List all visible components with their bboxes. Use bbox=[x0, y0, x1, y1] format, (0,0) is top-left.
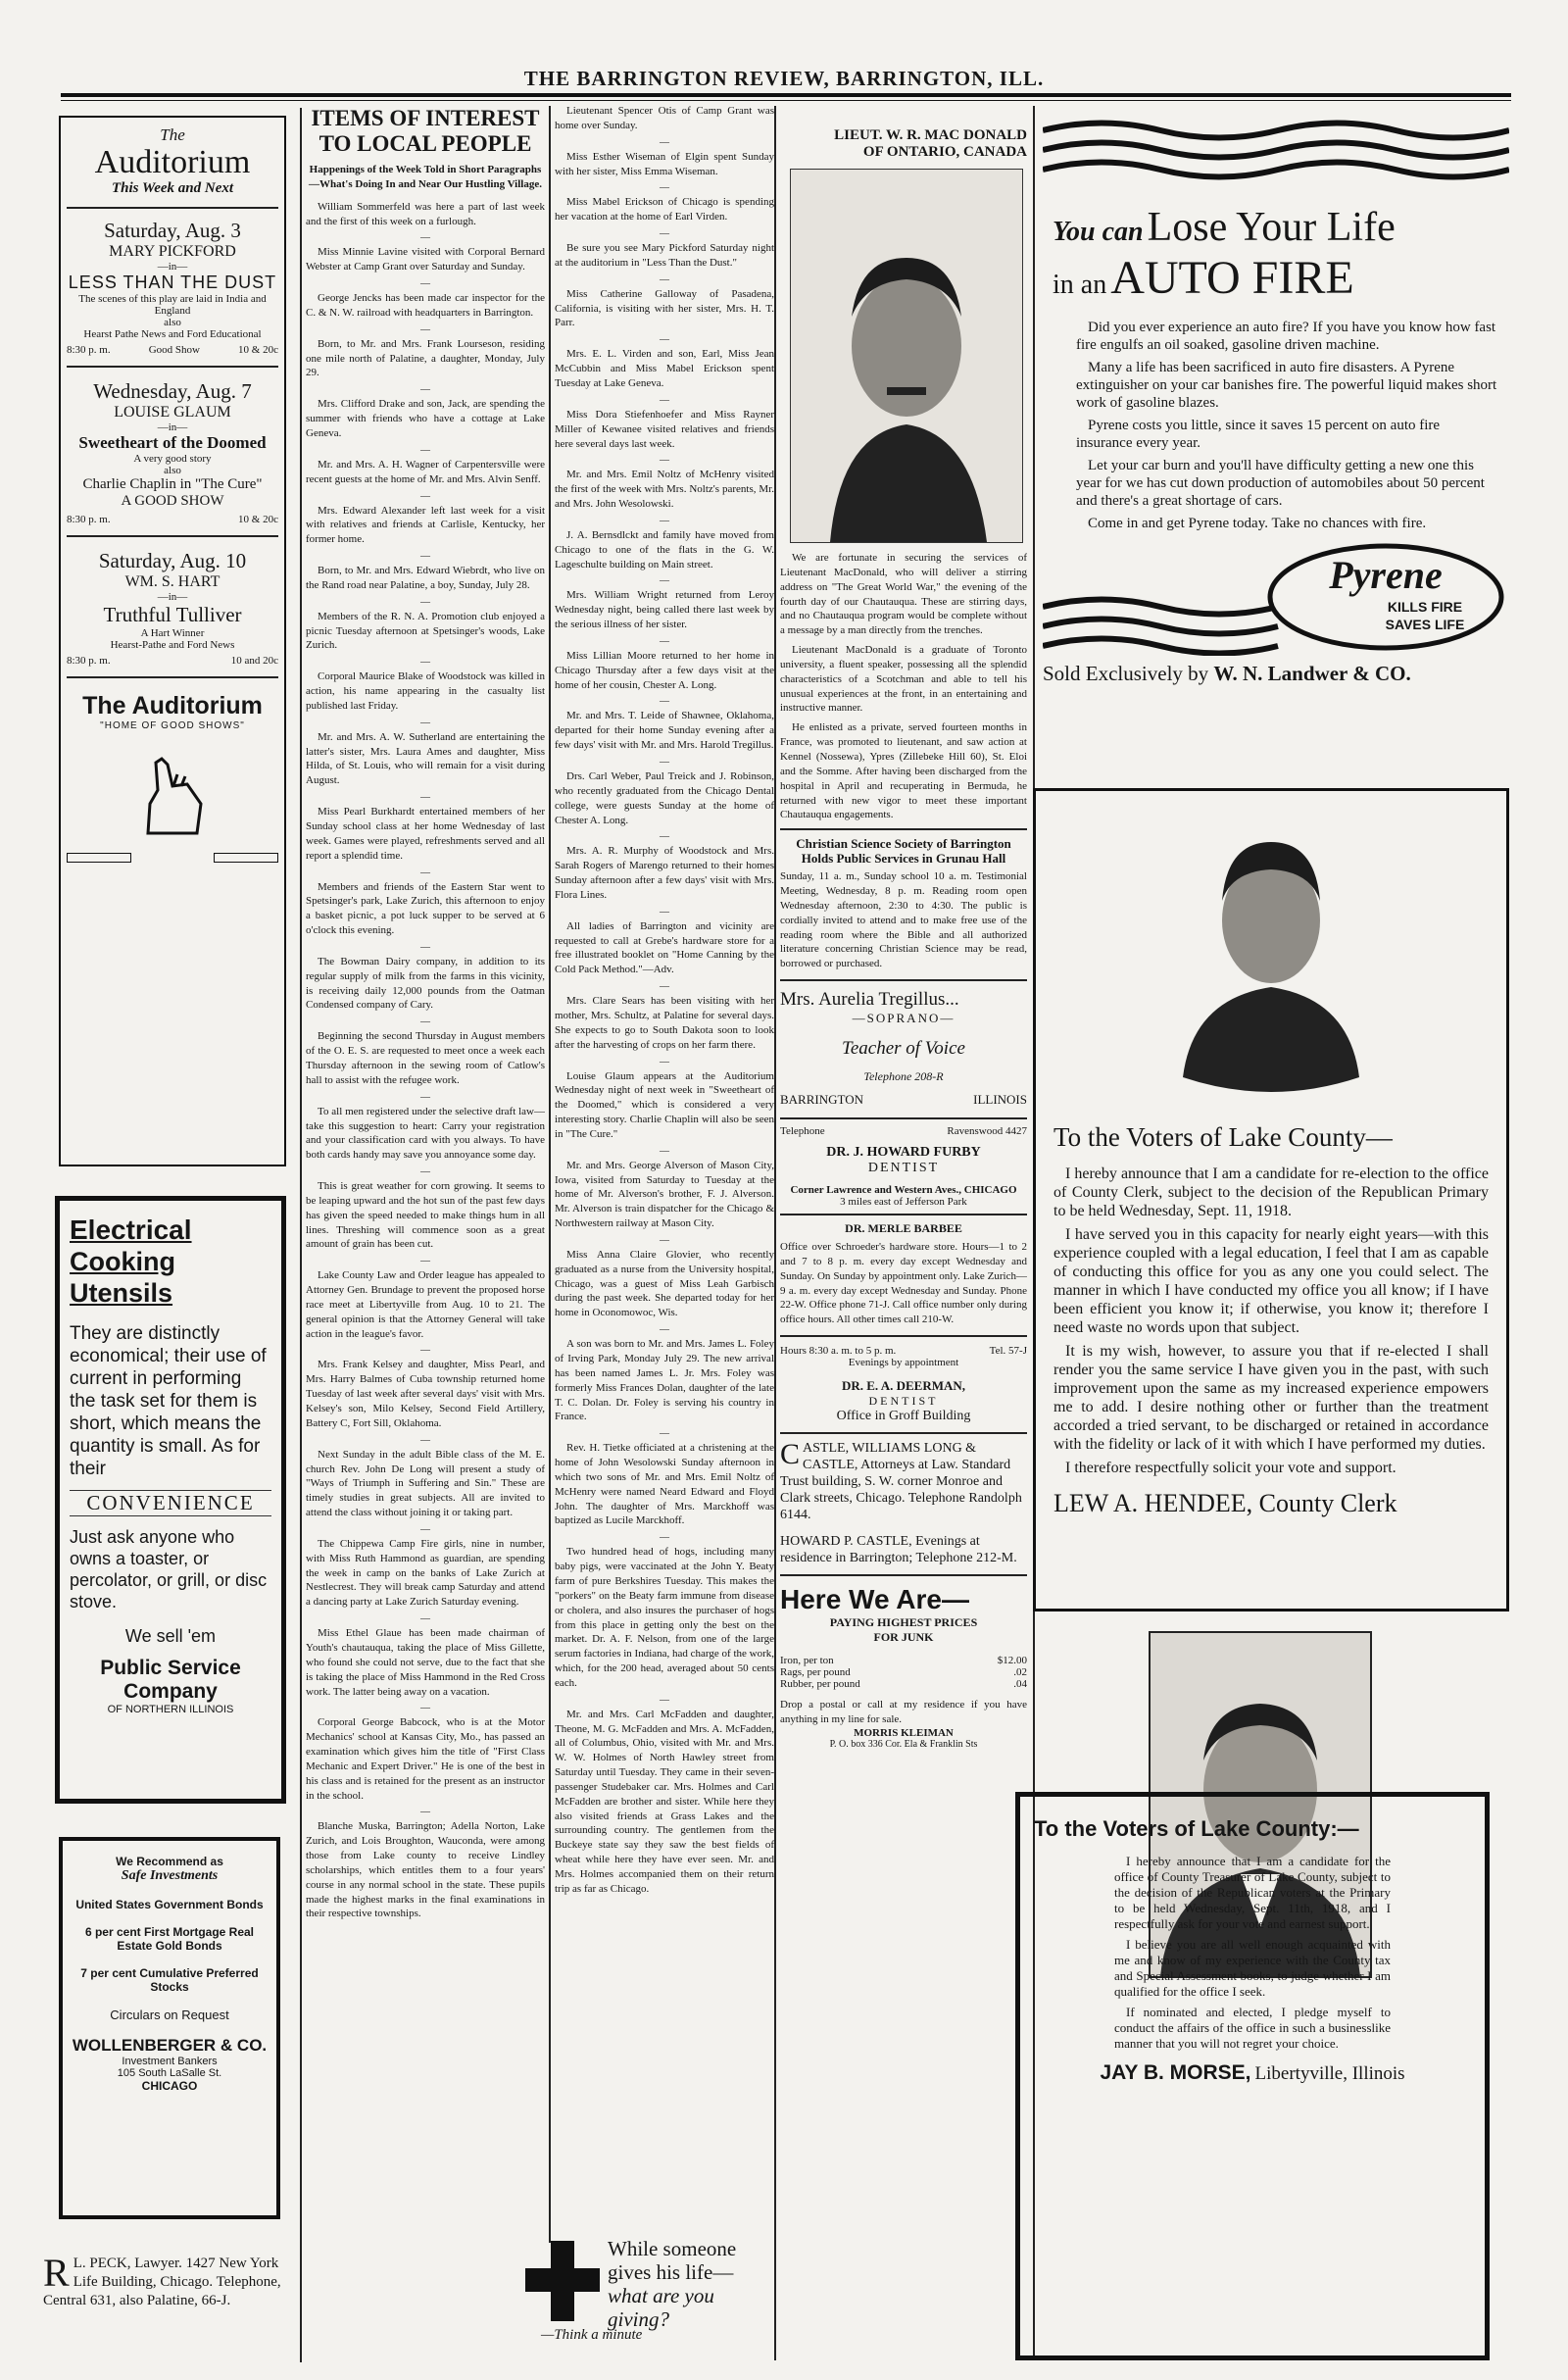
peck-dropcap: R bbox=[43, 2255, 70, 2295]
christian-science-heading: Christian Science Society of Barrington Holds Public Services in Grunau Hall bbox=[796, 836, 1011, 867]
news-item: Two hundred head of hogs, including many baby pigs, were vaccinated at the John Y. Beaty farm of pure Berkshires Tuesday. This makes the "porkers" on the Beaty farm immune from disease or cholera, and also insures the purchaser of hogs from this place in getting only the best on the market. Dr. A. F. Nelson, from one of the large serum factories in Indiana, had charge of the work, which, for the 200 head, averaged about 50 cents each. bbox=[555, 1546, 774, 1689]
item-separator: — bbox=[660, 635, 669, 647]
news-item: A son was born to Mr. and Mrs. James L. Foley of Irving Park, Monday July 29. The new arrival has been named James L. Jr. Mrs. Foley was formerly Miss Frances Dolan, daughter of the late T. C. Dolan. Dr. Foley is serving his country in France. bbox=[555, 1338, 774, 1423]
news-item: To all men registered under the selective draft law—take this suggestion to heart: Carry your registration and your classification card with you always. To have both cards handy may save you annoyance some day. bbox=[306, 1105, 545, 1162]
item-separator: — bbox=[660, 334, 669, 346]
wave-border-icon bbox=[1043, 116, 1509, 184]
news-item: Mr. and Mrs. Emil Noltz of McHenry visited the first of the week with Mrs. Noltz's parents, Mr. and Mrs. John Wesolowski. bbox=[555, 469, 774, 511]
item-separator: — bbox=[660, 136, 669, 148]
item-separator: — bbox=[420, 323, 430, 335]
electrical-body-2: Just ask anyone who owns a toaster, or percolator, or grill, or disc stove. bbox=[70, 1527, 268, 1611]
junk-name: MORRIS KLEIMAN bbox=[854, 1726, 954, 1739]
deerman-office: Office in Groff Building bbox=[836, 1409, 971, 1424]
news-item: Mr. and Mrs. A. H. Wagner of Carpentersville were recent guests at the home of Mr. and Mrs. Alvin Senff. bbox=[306, 458, 545, 485]
show-extra: Charlie Chaplin in "The Cure" bbox=[82, 476, 263, 492]
pyrene-lose-life: Lose Your Life bbox=[1147, 205, 1396, 250]
electrical-ad bbox=[55, 1196, 286, 1804]
auditorium-this-week: This Week and Next bbox=[111, 180, 234, 196]
show-saturday-aug-10 bbox=[67, 535, 278, 667]
electrical-body: They are distinctly economical; their use of current in performing the task set for them is short, which means the quantity is small. As for their bbox=[70, 1323, 267, 1479]
junk-price: .04 bbox=[1013, 1678, 1027, 1691]
item-separator: — bbox=[660, 1428, 669, 1440]
auditorium-footer bbox=[67, 676, 278, 863]
pyrene-paragraph: Many a life has been sacrificed in auto fire disasters. A Pyrene extinguisher on your car banishes fire. The powerful liquid makes short work of gasoline blazes. bbox=[1076, 360, 1497, 411]
news-item: Next Sunday in the adult Bible class of the M. E. church Rev. John De Long will present a study of "Ways of Triumph in Suffering and Sin." These are timely studies in great subjects. All are invited to attend the class without joining it or taking part. bbox=[306, 1448, 545, 1519]
junk-price-list bbox=[780, 1655, 1027, 1690]
news-item: Miss Anna Claire Glovier, who recently graduated as a nurse from the University hospital, Chicago, was a guest of Miss Leah Garbisch during the past week. She departed today for her home in Oconomowoc, Wis. bbox=[555, 1248, 774, 1319]
macdonald-paragraph: He enlisted as a private, served fourteen months in France, was promoted to lieutenant, and saw action at Kennel (Nossewa), Ypres (Zillebeke Hill 60), St. Eloi and the Somme. After having been discharged from the hospital in April and recuperating in Bermuda, he returned with new vigor to meet these important Chautauqua engagements. bbox=[780, 721, 1027, 821]
show-in: —in— bbox=[157, 591, 188, 603]
deerman-title: DENTIST bbox=[868, 1394, 939, 1409]
ornament-left bbox=[67, 853, 131, 863]
castle-howard: HOWARD P. CASTLE, Evenings at residence in Barrington; Telephone 212-M. bbox=[780, 1534, 1017, 1566]
company-name-2: Company bbox=[123, 1680, 218, 1703]
junk-note: Drop a postal or call at my residence if you have anything in my line for sale. bbox=[780, 1699, 1027, 1725]
items-heading-2: TO LOCAL PEOPLE bbox=[318, 131, 532, 156]
hendee-paragraph: I hereby announce that I am a candidate for re-election to the office of County Clerk, subject to the decision of the Republican Primary to be held Wednesday, Sept. 11, 1918. bbox=[1054, 1165, 1489, 1219]
items-column-2 bbox=[555, 104, 774, 2221]
tregillus-state: ILLINOIS bbox=[973, 1092, 1027, 1108]
item-separator: — bbox=[660, 1145, 669, 1157]
morse-paragraph: I hereby announce that I am a candidate for the office of County Treasurer of Lake County, subject to the decision of the Republican voters at the Primary to be held Wednesday, Sept. 11th, 1918, and I respectfully ask for your vote and earnest support. bbox=[1114, 1854, 1391, 1931]
show-star: MARY PICKFORD bbox=[109, 243, 236, 260]
morse-paragraph: I believe you are all well enough acquainted with me and know of my experience with the County tax and Special Assessment books, to judge whether I am qualified for the office I seek. bbox=[1114, 1937, 1391, 1999]
show-time: 8:30 p. m. bbox=[67, 514, 111, 525]
hendee-paragraph: I have served you in this capacity for nearly eight years—with this experience coupled with a legal education, I feel that I am as capable of conducting this office for you as any one you could select. The manner in which I have conducted my office you all know; if I have been efficient you know it; if otherwise, you know it; therefore I need waste no words upon that subject. bbox=[1054, 1226, 1489, 1336]
item-separator: — bbox=[420, 1807, 430, 1818]
show-price: 10 & 20c bbox=[238, 344, 278, 356]
think-text-2: what are you giving? bbox=[608, 2284, 714, 2331]
masthead: THE BARRINGTON REVIEW, BARRINGTON, ILL. bbox=[523, 67, 1045, 90]
items-col1-list bbox=[306, 200, 545, 1922]
news-item: Members of the R. N. A. Promotion club enjoyed a picnic Tuesday afternoon at Spetsinger's woods, Lake Zurich. bbox=[306, 610, 545, 652]
auditorium-the: The bbox=[160, 125, 185, 144]
furby-phone: Ravenswood 4427 bbox=[947, 1125, 1027, 1138]
news-item: This is great weather for corn growing. It seems to be leaping upward and the hot sun of the past few days has given the speed needed to make things hum in all lines. Threshing will commence soon as a great amount of grain has been cut. bbox=[306, 1180, 545, 1251]
show-desc: The scenes of this play are laid in India and England bbox=[78, 293, 267, 317]
castle-ad bbox=[780, 1440, 1027, 1523]
section-rule bbox=[780, 1432, 1027, 1434]
company-name-1: Public Service bbox=[100, 1657, 241, 1679]
company-name-3: OF NORTHERN ILLINOIS bbox=[107, 1704, 234, 1715]
items-heading: ITEMS OF INTEREST bbox=[311, 106, 540, 130]
pyrene-body bbox=[1043, 319, 1509, 532]
show-date: Saturday, Aug. 10 bbox=[98, 549, 247, 572]
items-col2-list bbox=[555, 104, 774, 1897]
item-separator: — bbox=[420, 717, 430, 728]
news-item: Miss Esther Wiseman of Elgin spent Sunday with her sister, Miss Emma Wiseman. bbox=[555, 150, 774, 177]
deerman-hours: Hours 8:30 a. m. to 5 p. m. bbox=[780, 1345, 897, 1358]
tregillus-name: Mrs. Aurelia Tregillus... bbox=[780, 989, 959, 1011]
deerman-tel: Tel. 57-J bbox=[989, 1345, 1027, 1358]
soldier-portrait-icon bbox=[791, 170, 1022, 542]
think-text-1: While someone gives his life— bbox=[608, 2237, 737, 2284]
news-item: Members and friends of the Eastern Star went to Spetsinger's park, Lake Zurich, this afternoon to enjoy a basket picnic, a pot luck supper to be served at 6 o'clock this evening. bbox=[306, 880, 545, 937]
show-wednesday-aug-7 bbox=[67, 366, 278, 525]
item-separator: — bbox=[420, 1166, 430, 1178]
junk-item: Rags, per pound bbox=[780, 1666, 851, 1679]
item-separator: — bbox=[420, 278, 430, 290]
tregillus-telephone: Telephone 208-R bbox=[863, 1069, 944, 1084]
item-separator: — bbox=[660, 696, 669, 708]
pyrene-logo-area bbox=[1043, 538, 1509, 656]
item-separator: — bbox=[660, 394, 669, 406]
news-item: Corporal George Babcock, who is at the Motor Mechanics' school at Kansas City, Mo., has passed an examination which gives him the title of "First Class Mechanic and Expert Driver." He is one of the best in his class and is retained for the present as an instructor in the school. bbox=[306, 1716, 545, 1802]
item-separator: — bbox=[420, 384, 430, 396]
news-item: Blanche Muska, Barrington; Adella Norton, Lake Zurich, and Lois Broughton, Wauconda, were among those from Lake county to receive Lindley scholarships, which entitles them to a four years' course in any normal school in the state. These pupils made the highest marks in the final examinations in their respective townships. bbox=[306, 1820, 545, 1920]
peck-text: L. PECK, Lawyer. 1427 New York Life Building, Chicago. Telephone, Central 631, also Palatine, 66-J. bbox=[43, 2256, 281, 2308]
news-item: J. A. Bernsdlckt and family have moved from Chicago to one of the flats in the G. W. Lageschulte building on Main street. bbox=[555, 528, 774, 570]
bust-portrait-icon bbox=[1173, 813, 1369, 1107]
castle-text: ASTLE, WILLIAMS LONG & CASTLE, Attorneys at Law. Standard Trust building, S. W. corner Monroe and Clark streets, Chicago. Telephone Randolph 6144. bbox=[780, 1441, 1022, 1523]
furby-distance: 3 miles east of Jefferson Park bbox=[840, 1196, 967, 1209]
pyrene-paragraph: Pyrene costs you little, since it saves 15 percent on auto fire insurance every year. bbox=[1076, 418, 1441, 451]
items-subhead: Happenings of the Week Told in Short Paragraphs—What's Doing In and Near Our Hustling Village. bbox=[309, 164, 542, 190]
news-item: Born, to Mr. and Mrs. Frank Lourseson, residing one mile north of Palatine, a daughter, Monday, July 29. bbox=[306, 337, 545, 379]
show-price: 10 and 20c bbox=[230, 655, 278, 667]
pyrene-paragraph: Did you ever experience an auto fire? If you have you know how fast fire engulfs an oil soaked, gasoline driven machine. bbox=[1076, 320, 1496, 353]
electrical-heading: Electrical bbox=[70, 1215, 192, 1245]
show-title: Sweetheart of the Doomed bbox=[78, 433, 267, 452]
hendee-paragraph: It is my wish, however, to assure you that if re-elected I shall render you the same service I have given you in the past, with such improvement upon the same as my increased experience empowers me to add. I desire nothing other or further than the treatment accorded a tried servant, to be discharged or retained in accordance with the fidelity or lack of it with which I have performed my duties. bbox=[1054, 1343, 1489, 1453]
wollenberger-recommend: We Recommend as bbox=[116, 1855, 223, 1868]
news-item: Mr. and Mrs. Carl McFadden and daughter, Theone, M. G. McFadden and Mrs. A. McFadden, all of Columbus, Ohio, visited with Mr. and Mrs. W. W. Holmes of North Hawley street from Saturday until Tuesday. They came in their seven-passenger Studebaker car. Mrs. Holmes and Carl McFadden are brother and sister. While here they also visited friends at Grass Lakes and the surrounding country. The gentlemen from the Buckeye state say they saw the best fields of wheat while here they have ever seen. Mr. and Mrs. Holmes accompanied them on their return trip as far as Chicago. bbox=[555, 1708, 774, 1895]
show-extra2: A GOOD SHOW bbox=[121, 493, 224, 509]
castle-dropcap: C bbox=[780, 1438, 801, 1471]
hendee-paragraph: I therefore respectfully solicit your vote and support. bbox=[1065, 1460, 1396, 1476]
item-separator: — bbox=[660, 182, 669, 194]
news-item: Mrs. A. R. Murphy of Woodstock and Mrs. Sarah Rogers of Marengo returned to their homes Sunday afternoon after a few days' visit with Mrs. Flora Lines. bbox=[555, 845, 774, 901]
show-good: Good Show bbox=[148, 344, 200, 356]
item-separator: — bbox=[420, 1256, 430, 1267]
news-item: Lake County Law and Order league has appealed to Attorney Gen. Brundage to prevent the proposed horse race meet at Libertyville from Aug. 10 to 21. The general opinion is that the Attorney General will take action in the league's favor. bbox=[306, 1269, 545, 1340]
hendee-signature-title: County Clerk bbox=[1258, 1489, 1397, 1517]
news-item: The Chippewa Camp Fire girls, nine in number, with Miss Ruth Hammond as guardian, are spending the week in camp on the banks of Lake Zurich at Nestlecrest. They will break camp Saturday and attend a dancing party at Lake Zurich Saturday evening. bbox=[306, 1537, 545, 1609]
item-separator: — bbox=[660, 1056, 669, 1067]
news-item: Miss Pearl Burkhardt entertained members of her Sunday school class at her home Wednesday of last week. Games were played, refreshments served and all report a splendid time. bbox=[306, 806, 545, 862]
item-separator: — bbox=[660, 831, 669, 843]
deerman-name: DR. E. A. DEERMAN, bbox=[841, 1378, 966, 1394]
junk-item: Iron, per ton bbox=[780, 1655, 834, 1667]
furby-address: Corner Lawrence and Western Aves., CHICAGO bbox=[790, 1184, 1017, 1197]
item-separator: — bbox=[420, 1523, 430, 1535]
news-item: George Jencks has been made car inspector for the C. & N. W. railroad with headquarters in Barrington. bbox=[306, 292, 545, 319]
news-item: Miss Mabel Erickson of Chicago is spending her vacation at the home of Earl Virden. bbox=[555, 196, 774, 223]
news-item: All ladies of Barrington and vicinity are requested to call at Grebe's hardware store for a free illustrated booklet on "Home Canning by the Cold Pack Method."—Adv. bbox=[555, 919, 774, 976]
news-item: Miss Minnie Lavine visited with Corporal Bernard Webster at Camp Grant over Saturday and Sunday. bbox=[306, 246, 545, 273]
item-separator: — bbox=[660, 575, 669, 587]
item-separator: — bbox=[420, 444, 430, 456]
section-rule bbox=[780, 979, 1027, 981]
junk-item: Rubber, per pound bbox=[780, 1678, 860, 1691]
pyrene-kills: KILLS FIRE bbox=[1387, 599, 1463, 615]
pyrene-paragraph: Come in and get Pyrene today. Take no chances with fire. bbox=[1088, 516, 1427, 531]
show-price: 10 & 20c bbox=[238, 514, 278, 525]
news-item: Mr. and Mrs. George Alverson of Mason City, Iowa, visited from Saturday to Tuesday at the home of Mr. Alverson's brother, F. J. Alverson. Mr. Alverson is train dispatcher for the Chicago & Northwestern railway at Mason City. bbox=[555, 1159, 774, 1230]
column-rule bbox=[549, 106, 551, 2243]
think-a-minute-ad bbox=[519, 2237, 764, 2345]
pyrene-you-can: You can bbox=[1053, 217, 1144, 247]
news-item: Rev. H. Tietke officiated at a christening at the home of John Wesolowski Sunday afternoon in which two sons of Mr. and Mrs. Emil Noltz of McHenry were named Neard Edward and Floyd John. The daughter of Mrs. Marckhoff was baptized as Lucile Marckhoff. bbox=[555, 1442, 774, 1527]
show-in: —in— bbox=[157, 261, 188, 273]
hendee-heading: To the Voters of Lake County— bbox=[1054, 1122, 1393, 1152]
news-item: The Bowman Dairy company, in addition to its regular supply of milk from the farms in this vicinity, is receiving daily 12,000 pounds from the Oatman Condensed company of Cary. bbox=[306, 955, 545, 1012]
junk-price-row bbox=[780, 1678, 1027, 1690]
junk-price: .02 bbox=[1013, 1666, 1027, 1679]
furby-name: DR. J. HOWARD FURBY bbox=[826, 1145, 981, 1161]
show-time: 8:30 p. m. bbox=[67, 344, 111, 356]
section-rule bbox=[780, 1214, 1027, 1215]
item-separator: — bbox=[660, 906, 669, 917]
wollenberger-circulars: Circulars on Request bbox=[110, 2008, 229, 2022]
investment-item: 6 per cent First Mortgage Real Estate Gold Bonds bbox=[84, 1925, 255, 1953]
item-separator: — bbox=[420, 1016, 430, 1028]
item-separator: — bbox=[420, 1091, 430, 1103]
ornament-right bbox=[214, 853, 278, 863]
wollenberger-ad bbox=[59, 1837, 280, 2219]
junk-heading: Here We Are— bbox=[780, 1584, 969, 1615]
section-rule bbox=[780, 1574, 1027, 1576]
macdonald-title: LIEUT. W. R. MAC DONALD bbox=[834, 127, 1027, 143]
furby-title: DENTIST bbox=[867, 1161, 940, 1176]
item-separator: — bbox=[660, 981, 669, 993]
show-time: 8:30 p. m. bbox=[67, 655, 111, 667]
show-star: LOUISE GLAUM bbox=[114, 404, 231, 421]
junk-paying: PAYING HIGHEST PRICES bbox=[829, 1615, 978, 1630]
macdonald-paragraph: We are fortunate in securing the services of Lieutenant MacDonald, who will deliver a stirring address on "The Great World War," the evening of the fourth day of our Chautauqua. These are stirring days, and no Chautauqua program would be complete without a message by a man directly from the trenches. bbox=[780, 552, 1027, 637]
junk-price: $12.00 bbox=[997, 1655, 1027, 1667]
show-title: LESS THAN THE DUST bbox=[68, 273, 277, 292]
investment-item: 7 per cent Cumulative Preferred Stocks bbox=[80, 1966, 259, 1994]
pointing-hand-icon bbox=[128, 745, 217, 843]
pyrene-dealer: W. N. Landwer & CO. bbox=[1213, 662, 1411, 685]
item-separator: — bbox=[420, 232, 430, 244]
news-item: William Sommerfeld was here a part of last week and the first of this week on a furlough. bbox=[306, 200, 545, 227]
show-extra: Hearst Pathe News and Ford Educational bbox=[83, 328, 262, 340]
item-separator: — bbox=[420, 792, 430, 804]
red-cross-icon bbox=[523, 2237, 602, 2325]
morse-body bbox=[1034, 1854, 1471, 2052]
item-separator: — bbox=[660, 757, 669, 768]
item-separator: — bbox=[420, 941, 430, 953]
show-date: Wednesday, Aug. 7 bbox=[93, 379, 252, 403]
junk-for: FOR JUNK bbox=[873, 1630, 934, 1645]
item-separator: — bbox=[420, 1434, 430, 1446]
news-item: Mrs. Frank Kelsey and daughter, Miss Pearl, and Mrs. Harry Balmes of Cuba township returned home Tuesday of last week after several days' visit with Mrs. Kelsey's son, Milo Kelsey, Second Field Artillery, Battery C, Fort Sill, Oklahoma. bbox=[306, 1359, 545, 1429]
hendee-signature: LEW A. HENDEE, bbox=[1054, 1489, 1253, 1517]
news-item: Miss Ethel Glaue has been made chairman of Youth's chautauqua, taking the place of Miss Gillette, who found she could not serve, due to the fact that she is taking the place of Miss Hammond in the Red Cross work. The latter being away on a vacation. bbox=[306, 1627, 545, 1698]
christian-science-body: Sunday, 11 a. m., Sunday school 10 a. m. Testimonial Meeting, Wednesday, 8 p. m. Reading room open Wednesday afternoon, 2:30 to 4:30. The public is cordially invited to attend and to make free use of the reading room where the Bible and all authorized literature concerning Christian Science may be read, borrowed or purchased. bbox=[780, 870, 1027, 970]
item-separator: — bbox=[660, 455, 669, 467]
hendee-ad bbox=[1033, 788, 1509, 1611]
masthead-rule bbox=[61, 93, 1511, 97]
item-separator: — bbox=[420, 657, 430, 669]
item-separator: — bbox=[660, 228, 669, 240]
news-item: Miss Lillian Moore returned to her home in Chicago Thursday after a few days visit at the home of her cousin, Chester A. Long. bbox=[555, 649, 774, 691]
news-item: Miss Catherine Galloway of Pasadena, California, is visiting with her sister, Mrs. H. T. Parr. bbox=[555, 287, 774, 329]
wollenberger-address: 105 South LaSalle St. bbox=[117, 2067, 222, 2079]
macdonald-title-2: OF ONTARIO, CANADA bbox=[862, 144, 1027, 160]
junk-price-row bbox=[780, 1655, 1027, 1666]
auditorium-title: Auditorium bbox=[94, 144, 251, 180]
news-item: Born, to Mr. and Mrs. Edward Wiebrdt, who live on the Rand road near Palatine, a boy, Sunday, July 28. bbox=[306, 565, 545, 591]
item-separator: — bbox=[660, 273, 669, 285]
hendee-portrait bbox=[1173, 813, 1369, 1107]
item-separator: — bbox=[660, 1532, 669, 1544]
pyrene-paragraph: Let your car burn and you'll have difficulty getting a new one this year for we has cut down production of automobiles about 50 percent and there's a great shortage of cars. bbox=[1076, 458, 1485, 509]
pyrene-sold: Sold Exclusively by bbox=[1043, 662, 1209, 685]
show-desc: A Hart Winner bbox=[140, 627, 205, 639]
news-item: Mrs. Clare Sears has been visiting with her mother, Mrs. Schultz, at Palatine for several days. She expects to go to South Dakota soon to look after the harvesting of crops on her farm there. bbox=[555, 995, 774, 1051]
wollenberger-safe: Safe Investments bbox=[121, 1868, 219, 1883]
news-item: Mrs. Edward Alexander left last week for a visit with relatives and friends at Carlisle, Kentucky, her former home. bbox=[306, 504, 545, 546]
news-item: Corporal Maurice Blake of Woodstock was killed in action, his name appearing in the casualty list published last Friday. bbox=[306, 670, 545, 712]
pyrene-ad bbox=[1043, 116, 1509, 763]
electrical-heading-2: Cooking Utensils bbox=[70, 1247, 175, 1308]
hendee-body bbox=[1054, 1165, 1489, 1477]
news-item: Mrs. Clifford Drake and son, Jack, are spending the summer with friends who have a cottage at Lake Geneva. bbox=[306, 398, 545, 439]
junk-price-row bbox=[780, 1666, 1027, 1678]
news-item: Beginning the second Thursday in August members of the O. E. S. are requested to meet once a week each Thursday afternoon in the sewing room of Catlow's hall to assist with the refugee work. bbox=[306, 1030, 545, 1086]
pyrene-saves: SAVES LIFE bbox=[1385, 617, 1465, 632]
news-item: Louise Glaum appears at the Auditorium Wednesday night of next week in "Sweetheart of the Doomed," which is considered a very interesting story. Charlie Chaplin will also be seen in "The Cure." bbox=[555, 1069, 774, 1140]
item-separator: — bbox=[660, 1234, 669, 1246]
news-item: Mrs. E. L. Virden and son, Earl, Miss Jean McCubbin and Miss Mabel Erickson spent Tuesday at Lake Geneva. bbox=[555, 348, 774, 389]
pyrene-logo: Pyrene bbox=[1329, 553, 1443, 597]
macdonald-body bbox=[780, 551, 1027, 822]
tregillus-soprano: —SOPRANO— bbox=[852, 1011, 956, 1026]
section-rule bbox=[780, 1117, 1027, 1119]
macdonald-paragraph: Lieutenant MacDonald is a graduate of Toronto university, a fluent speaker, possessing all the splendid characteristics of a Scotchman and able to tell his unusual experiences at the front, in an entertaining and instructive manner. bbox=[780, 644, 1027, 715]
barbee-body: Office over Schroeder's hardware store. Hours—1 to 2 and 7 to 8 p. m. every day except Wednesday and Sunday. On Sunday by appointment only. Lake Zurich—9 a. m. every day except Wednesday and Sunday. Phone 22-W. Office phone 71-J. Call office number only during office hours. All other times call 210-W. bbox=[780, 1241, 1027, 1326]
news-item: Be sure you see Mary Pickford Saturday night at the auditorium in "Less Than the Dust." bbox=[555, 242, 774, 269]
morse-name: JAY B. MORSE, bbox=[1100, 2061, 1251, 2084]
item-separator: — bbox=[660, 515, 669, 526]
section-rule bbox=[780, 1335, 1027, 1337]
auditorium-footer-name: The Auditorium bbox=[82, 692, 263, 719]
column-rule bbox=[300, 108, 302, 2362]
show-star: WM. S. HART bbox=[124, 573, 220, 590]
pyrene-auto-fire: AUTO FIRE bbox=[1110, 252, 1354, 304]
deerman-evenings: Evenings by appointment bbox=[848, 1357, 959, 1369]
peck-ad bbox=[43, 2255, 288, 2353]
column-rule bbox=[774, 106, 776, 2360]
wollenberger-bankers: Investment Bankers bbox=[122, 2056, 218, 2067]
morse-ad bbox=[1015, 1792, 1490, 2360]
item-separator: — bbox=[660, 1324, 669, 1336]
item-separator: — bbox=[420, 1345, 430, 1357]
show-saturday-aug-3 bbox=[67, 207, 278, 356]
think-minute: —Think a minute bbox=[541, 2327, 643, 2343]
wollenberger-city: CHICAGO bbox=[141, 2079, 198, 2093]
morse-town: Libertyville, Illinois bbox=[1254, 2063, 1405, 2084]
news-item: Mrs. William Wright returned from Leroy Wednesday night, being called there last week by the serious illness of her sister. bbox=[555, 589, 774, 631]
item-separator: — bbox=[420, 1613, 430, 1625]
show-title: Truthful Tulliver bbox=[103, 603, 242, 626]
masthead-rule-thin bbox=[61, 100, 1511, 101]
macdonald-column bbox=[780, 127, 1027, 2372]
items-column-1 bbox=[306, 106, 545, 2341]
wollenberger-firm: WOLLENBERGER & CO. bbox=[72, 2036, 268, 2055]
morse-heading: To the Voters of Lake County:— bbox=[1034, 1816, 1359, 1841]
news-item: Drs. Carl Weber, Paul Treick and J. Robinson, who recently graduated from the Chicago Dental college, were guests Sunday at the home of Chester A. Long. bbox=[555, 770, 774, 826]
show-also: also bbox=[164, 465, 181, 476]
auditorium-footer-tag: "HOME OF GOOD SHOWS" bbox=[100, 720, 245, 731]
barbee-name: DR. MERLE BARBEE bbox=[845, 1221, 962, 1236]
electrical-sell: We sell 'em bbox=[124, 1626, 217, 1646]
macdonald-portrait bbox=[790, 169, 1023, 543]
investment-item: United States Government Bonds bbox=[75, 1898, 264, 1911]
item-separator: — bbox=[660, 1694, 669, 1706]
news-item: Miss Dora Stiefenhoefer and Miss Rayner Miller of Kewanee visited relatives and friends here several days last week. bbox=[555, 408, 774, 450]
furby-phone-label: Telephone bbox=[780, 1125, 825, 1138]
news-item: Lieutenant Spencer Otis of Camp Grant was home over Sunday. bbox=[555, 105, 774, 131]
morse-paragraph: If nominated and elected, I pledge myself to conduct the affairs of the office in such a businesslike manner that you will not regret your choice. bbox=[1114, 2005, 1391, 2051]
pyrene-in-an: in an bbox=[1053, 270, 1107, 300]
show-date: Saturday, Aug. 3 bbox=[104, 219, 241, 242]
show-in: —in— bbox=[157, 421, 188, 433]
section-rule bbox=[780, 828, 1027, 830]
show-extra: Hearst-Pathe and Ford News bbox=[110, 639, 235, 651]
tregillus-town: BARRINGTON bbox=[780, 1092, 863, 1108]
show-also: also bbox=[164, 317, 181, 328]
item-separator: — bbox=[420, 490, 430, 502]
show-desc: A very good story bbox=[133, 453, 212, 465]
auditorium-ad bbox=[59, 116, 286, 1166]
item-separator: — bbox=[420, 551, 430, 563]
news-item: Mr. and Mrs. A. W. Sutherland are entertaining the latter's sister, Mrs. Laura Ames and daughter, Miss Hilda, of St. Louis, who will remain for a visit during August. bbox=[306, 730, 545, 787]
item-separator: — bbox=[420, 1703, 430, 1714]
junk-address: P. O. box 336 Cor. Ela & Franklin Sts bbox=[829, 1738, 978, 1750]
item-separator: — bbox=[420, 867, 430, 878]
electrical-convenience: CONVENIENCE bbox=[70, 1490, 271, 1516]
news-item: Mr. and Mrs. T. Leide of Shawnee, Oklahoma, departed for their home Sunday evening after a few days' visit with Mr. and Mrs. Harold Tregillus. bbox=[555, 710, 774, 752]
item-separator: — bbox=[420, 596, 430, 608]
tregillus-teacher: Teacher of Voice bbox=[842, 1038, 965, 1060]
